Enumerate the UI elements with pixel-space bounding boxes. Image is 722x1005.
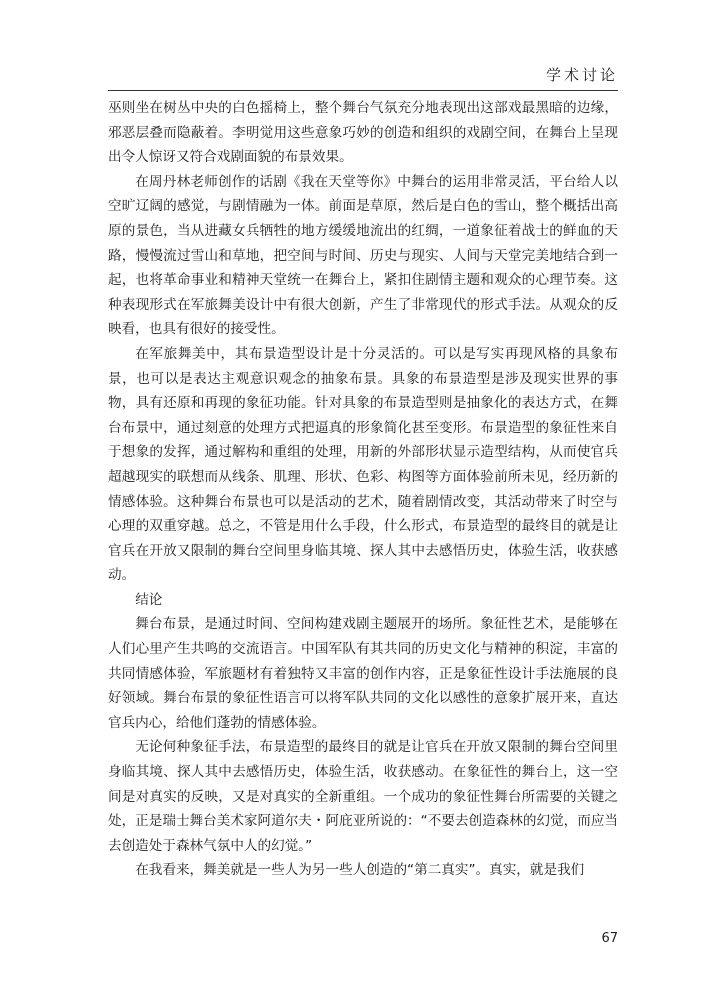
paragraph: 在军旅舞美中，其布景造型设计是十分灵活的。可以是写实再现风格的具象布景，也可以是表达主观意识观念的抽象布景。具象的布景造型是涉及现实世界的事物，具有还原和再现的象征功能。针对具象的布景造型则是抽象化的表达方式，在舞台布景中，通过刻意的处理方式把逼真的形象简化甚至变形。布景造型的象征性来自于想象的发挥，通过解构和重组的处理，用新的外部形状显示造型结构，从而使官兵超越现实的联想而从线条、肌理、形状、色彩、构图等方面体验前所未见，经历新的情感体验。这种舞台布景也可以是活动的艺术，随着剧情改变，其活动带来了时空与心理的双重穿越。总之，不管是用什么手段，什么形式，布景造型的最终目的就是让官兵在开放又限制的舞台空间里身临其境、探人其中去感悟历史，体验生活，收获感动。	[108, 345, 618, 584]
section-title: 学术讨论	[545, 66, 618, 84]
paragraph: 舞台布景，是通过时间、空间构建戏剧主题展开的场所。象征性艺术，是能够在人们心里产生共鸣的交流语言。中国军队有其共同的历史文化与精神的积淀，丰富的共同情感体验，军旅题材有着独特又丰富的创作内容，正是象征性设计手法施展的良好领域。舞台布景的象征性语言可以将军队共同的文化以感性的意象扩展开来，直达官兵内心，给他们蓬勃的情感体验。	[108, 616, 618, 731]
page-header	[108, 64, 618, 91]
paragraph: 无论何种象征手法，布景造型的最终目的就是让官兵在开放又限制的舞台空间里身临其境、探人其中去感悟历史，体验生活，收获感动。在象征性的舞台上，这一空间是对真实的反映，又是对真实的全新重组。一个成功的象征性舞台所需要的关键之处，正是瑞士舞台美术家阿道尔夫・阿庇亚所说的：“不要去创造森林的幻觉，而应当去创造处于森林气氛中人的幻觉。”	[108, 739, 619, 854]
section-heading: 结论	[135, 591, 163, 608]
article-body	[108, 96, 618, 883]
paragraph: 巫则坐在树丛中央的白色摇椅上，整个舞台气氛充分地表现出这部戏最黑暗的边缘，邪恶层叠而隐蔽着。李明觉用这些意象巧妙的创造和组织的戏剧空间，在舞台上呈现出令人惊讶又符合戏剧面貌的布景效果。	[108, 100, 618, 166]
paragraph: 在我看来，舞美就是一些人为另一些人创造的“第二真实”。真实，就是我们	[135, 862, 585, 879]
paragraph: 在周丹林老师创作的话剧《我在天堂等你》中舞台的运用非常灵活，平台给人以空旷辽阔的感觉，与剧情融为一体。前面是草原，然后是白色的雪山，整个概括出高原的景色，当从进藏女兵牺牲的地方缓缓地流出的红绸，一道象征着战士的鲜血的天路，慢慢流过雪山和草地，把空间与时间、历史与现实、人间与天堂完美地结合到一起，也将革命事业和精神天堂统一在舞台上，紧扣住剧情主题和观众的心理节奏。这种表现形式在军旅舞美设计中有很大创新，产生了非常现代的形式手法。从观众的反映看，也具有很好的接受性。	[108, 173, 618, 338]
page-number: 67	[601, 931, 618, 946]
